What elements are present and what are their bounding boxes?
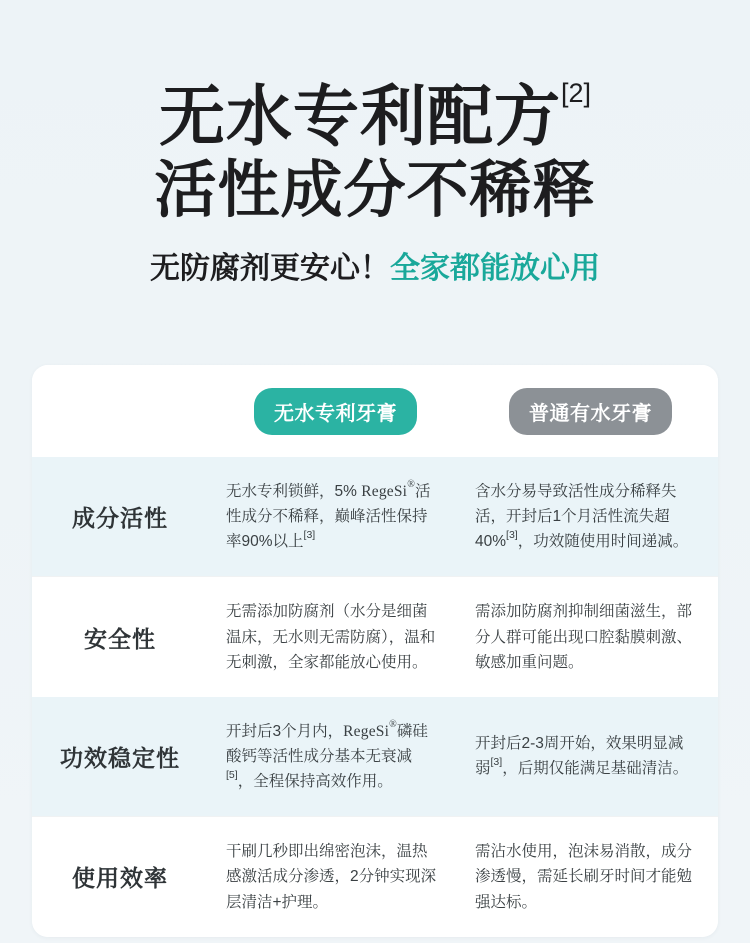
row-label-safety: 安全性 (32, 577, 208, 697)
row-ours-efficacy-stability (208, 697, 463, 817)
text-part: ，全程保持高效作用。 (237, 773, 393, 791)
table-row (32, 697, 718, 817)
row-theirs-efficacy-stability (463, 697, 718, 817)
text-part: 磷硅酸钙等活性成分基本无衰减 (226, 722, 428, 765)
table-header (32, 365, 718, 457)
headline-subline-accent: 全家都能放心用 (390, 252, 600, 286)
row-label-efficacy-stability: 功效稳定性 (60, 745, 180, 772)
comparison-table (32, 365, 718, 937)
brand-text: RegeSi (361, 483, 408, 500)
headline-line-1 (158, 78, 592, 153)
brand-regesi (361, 478, 416, 500)
row-theirs-safety: 需添加防腐剂抑制细菌滋生，部分人群可能出现口腔黏膜刺激、敏感加重问题。 (463, 577, 718, 697)
row-ours-usage-efficiency: 干刷几秒即出绵密泡沫，温热感激活成分渗透，2分钟实现深层清洁+护理。 (208, 817, 463, 937)
text-part: 开封后2-3周开始，效果明显减弱 (475, 735, 684, 778)
footnote-marker: [3] (303, 529, 316, 542)
text-part: 开封后3个月内， (226, 722, 344, 740)
text-part: ，功效随使用时间递减。 (517, 533, 689, 551)
headline-line-2: 活性成分不稀释 (154, 155, 596, 225)
text-part: 活性成分不稀释，巅峰活性保持率90%以上 (226, 483, 431, 551)
pill-theirs: 普通有水牙膏 (509, 388, 672, 435)
brand-registered-mark: ® (407, 478, 416, 490)
footnote-marker: [5] (226, 769, 238, 782)
text-part: 含水分易导致活性成分稀释失活，开封后1个月活性流失超40% (475, 483, 677, 551)
table-row (32, 577, 718, 697)
row-ours-safety: 无需添加防腐剂（水分是细菌温床，无水则无需防腐），温和无刺激，全家都能放心使用。 (208, 577, 463, 697)
table-header-row (32, 365, 718, 457)
pill-ours: 无水专利牙膏 (254, 388, 417, 435)
headline-subline (0, 243, 750, 287)
row-label-ingredient-activity: 成分活性 (72, 505, 168, 532)
row-theirs-usage-efficiency: 需沾水使用，泡沫易消散，成分渗透慢，需延长刷牙时间才能勉强达标。 (463, 817, 718, 937)
row-ours-ingredient-activity (208, 457, 463, 577)
brand-registered-mark: ® (389, 718, 397, 730)
comparison-card (32, 365, 718, 937)
row-theirs-ingredient-activity (463, 457, 718, 577)
table-row (32, 817, 718, 937)
brand-regesi (343, 718, 397, 740)
row-label-usage-efficiency: 使用效率 (32, 817, 208, 937)
text-part: 无水专利锁鲜，5% (226, 483, 362, 500)
header-cell-ours (208, 365, 463, 457)
headline-block (0, 0, 750, 287)
header-cell-blank (32, 365, 208, 457)
header-cell-theirs (463, 365, 718, 457)
headline-line-1-text: 无水专利配方 (158, 79, 561, 153)
headline-footnote-marker: [2] (560, 78, 592, 108)
headline-subline-dark: 无防腐剂更安心！ (150, 252, 390, 286)
table-row (32, 457, 718, 577)
text-part: ，后期仅能满足基础清洁。 (502, 760, 689, 778)
table-body (32, 457, 718, 937)
brand-text: RegeSi (343, 722, 390, 740)
footnote-marker: [3] (506, 529, 518, 542)
footnote-marker: [3] (490, 756, 503, 769)
